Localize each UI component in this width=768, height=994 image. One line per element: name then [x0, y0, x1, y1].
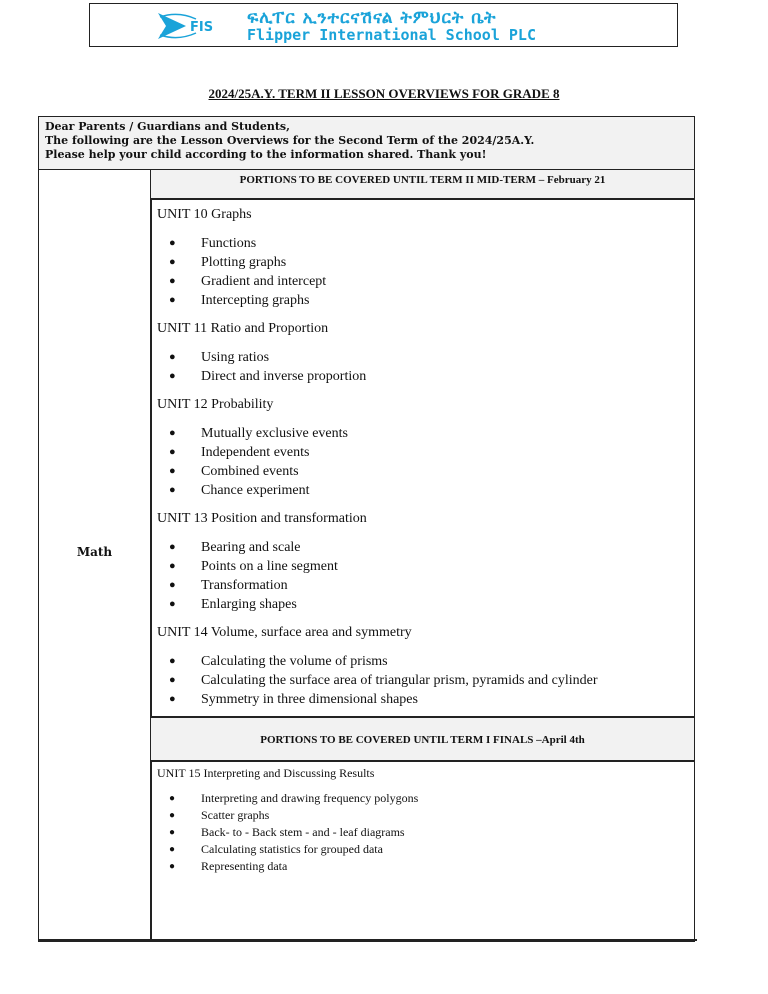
topic-item: ● Calculating the volume of prisms: [151, 652, 598, 671]
topic-item: ● Calculating the surface area of triangular prism, pyramids and cylinder: [151, 671, 598, 690]
lesson-overview-table: [38, 116, 695, 942]
school-name-english: Flipper International School PLC: [247, 26, 536, 44]
intro-message: [39, 117, 694, 170]
table-bottom-border: [38, 939, 697, 941]
subject-column: [39, 170, 152, 941]
midterm-heading: PORTIONS TO BE COVERED UNTIL TERM II MID-TERM – February 21: [151, 170, 694, 200]
topic-list: [151, 790, 418, 875]
topic-list: [151, 538, 338, 614]
unit-title: UNIT 15 Interpreting and Discussing Results: [157, 766, 375, 780]
topic-item: ● Intercepting graphs: [151, 291, 326, 310]
unit-title: UNIT 10 Graphs: [157, 207, 252, 222]
intro-line-1: Dear Parents / Guardians and Students,: [45, 120, 290, 133]
topic-item: ● Plotting graphs: [151, 253, 326, 272]
topic-item: ● Direct and inverse proportion: [151, 367, 366, 386]
subject-name: Math: [76, 545, 113, 559]
topic-item: ● Back- to - Back stem - and - leaf diagrams: [151, 824, 418, 841]
topic-list: [151, 234, 326, 310]
intro-line-2: The following are the Lesson Overviews for the Second Term of the 2024/25A.Y.: [45, 134, 535, 147]
school-name-amharic: ፍሊፐር ኢንተርናሽናል ትምህርት ቤት: [247, 8, 497, 28]
school-header-banner: [89, 3, 678, 47]
topic-item: ● Symmetry in three dimensional shapes: [151, 690, 598, 709]
logo-text: FIS: [190, 20, 214, 35]
content-column: [151, 170, 694, 941]
topic-item: ● Gradient and intercept: [151, 272, 326, 291]
topic-item: ● Enlarging shapes: [151, 595, 338, 614]
topic-item: ● Interpreting and drawing frequency polygons: [151, 790, 418, 807]
unit-title: UNIT 11 Ratio and Proportion: [157, 321, 329, 336]
topic-list: [151, 424, 348, 500]
finals-heading: PORTIONS TO BE COVERED UNTIL TERM I FINALS –April 4th: [151, 716, 694, 762]
document-title: 2024/25A.Y. TERM II LESSON OVERVIEWS FOR GRADE 8: [208, 86, 560, 101]
school-logo-icon: [156, 9, 234, 43]
topic-item: ● Points on a line segment: [151, 557, 338, 576]
topic-item: ● Representing data: [151, 858, 418, 875]
topic-item: ● Independent events: [151, 443, 348, 462]
unit-title: UNIT 12 Probability: [157, 397, 274, 412]
topic-list: [151, 652, 598, 709]
topic-item: ● Mutually exclusive events: [151, 424, 348, 443]
topic-item: ● Scatter graphs: [151, 807, 418, 824]
intro-line-3: Please help your child according to the information shared. Thank you!: [45, 148, 487, 161]
unit-title: UNIT 13 Position and transformation: [157, 511, 367, 526]
topic-item: ● Calculating statistics for grouped data: [151, 841, 418, 858]
topic-item: ● Transformation: [151, 576, 338, 595]
topic-item: ● Bearing and scale: [151, 538, 338, 557]
topic-item: ● Functions: [151, 234, 326, 253]
topic-list: [151, 348, 366, 386]
unit-title: UNIT 14 Volume, surface area and symmetry: [157, 625, 412, 640]
topic-item: ● Chance experiment: [151, 481, 348, 500]
topic-item: ● Combined events: [151, 462, 348, 481]
topic-item: ● Using ratios: [151, 348, 366, 367]
